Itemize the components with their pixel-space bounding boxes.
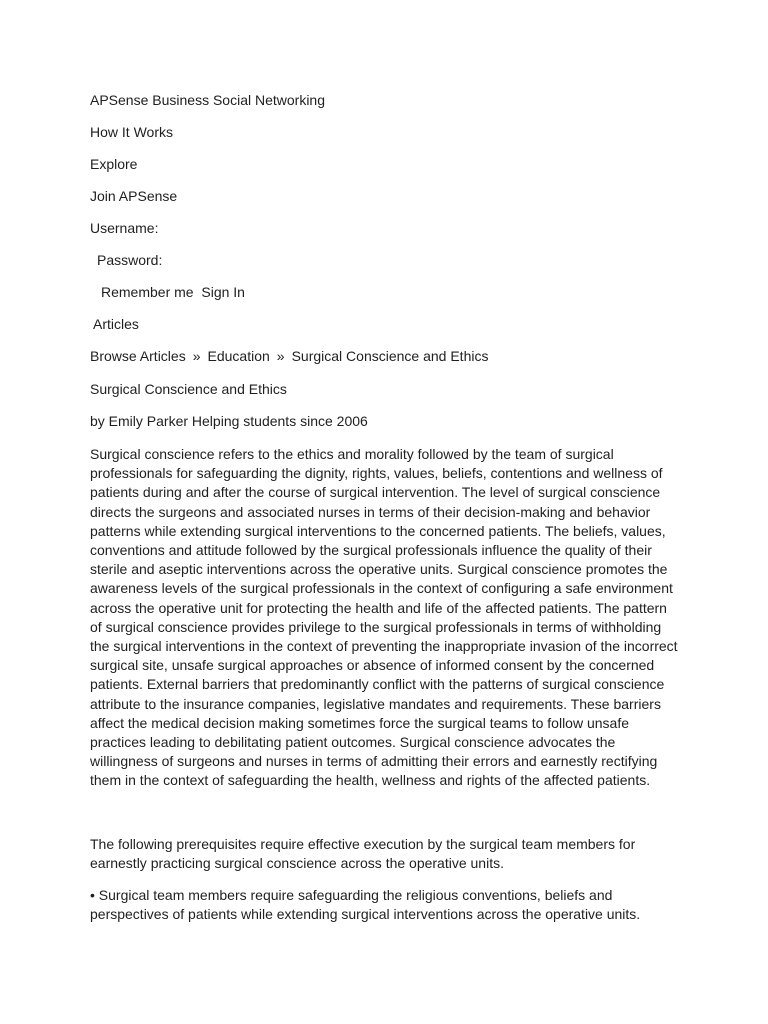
username-label: Username: [90, 220, 159, 236]
articles-section-link[interactable]: Articles [93, 316, 139, 332]
article-bullet-item: • Surgical team members require safeguarding the religious conventions, beliefs and perspectives of patients while extending surgical interventions across the operative units. [90, 887, 641, 923]
password-label: Password: [97, 252, 163, 268]
remember-me-label[interactable]: Remember me [101, 284, 194, 300]
login-options-row [90, 284, 245, 301]
nav-explore[interactable]: Explore [90, 156, 138, 172]
breadcrumb [90, 348, 488, 365]
breadcrumb-current-article[interactable]: Surgical Conscience and Ethics [291, 348, 489, 364]
nav-how-it-works[interactable]: How It Works [90, 124, 173, 140]
article-byline: by Emily Parker Helping students since 2006 [90, 413, 368, 429]
nav-join[interactable]: Join APSense [90, 188, 178, 204]
sign-in-link[interactable]: Sign In [201, 284, 245, 300]
article-paragraph: The following prerequisites require effective execution by the surgical team members for earnestly practicing surgical conscience across the operative units. [90, 836, 636, 872]
breadcrumb-education[interactable]: Education [207, 348, 270, 364]
breadcrumb-separator: » [276, 348, 285, 364]
article-title: Surgical Conscience and Ethics [90, 381, 287, 397]
breadcrumb-browse-articles[interactable]: Browse Articles [90, 348, 186, 364]
article-paragraph: Surgical conscience refers to the ethics and morality followed by the team of surgical professionals for safeguarding the dignity, rights, values, beliefs, contentions and wellness of patients during and after the course of surgical intervention. The level of surgical conscience directs the surgeons and associated nurses in terms of their decision-making and behavior patterns while extending surgical interventions to the concerned patients. The beliefs, values, conventions and attitude followed by the surgical professionals influence the quality of their sterile and aseptic interventions across the operative units. Surgical conscience promotes the awareness levels of the surgical professionals in the context of configuring a safe environment across the operative unit for protecting the health and life of the affected patients. The pattern of surgical conscience provides privilege to the surgical professionals in terms of withholding the surgical interventions in the context of preventing the inappropriate invasion of the incorrect surgical site, unsafe surgical approaches or absence of informed consent by the concerned patients. External barriers that predominantly conflict with the patterns of surgical conscience attribute to the insurance companies, legislative mandates and requirements. These barriers affect the medical decision making sometimes force the surgical teams to follow unsafe practices leading to debilitating patient outcomes. Surgical conscience advocates the willingness of surgeons and nurses in terms of admitting their errors and earnestly rectifying them in the context of safeguarding the health, wellness and rights of the affected patients. [90, 446, 678, 789]
breadcrumb-separator: » [192, 348, 201, 364]
site-title-link[interactable]: APSense Business Social Networking [90, 92, 326, 108]
